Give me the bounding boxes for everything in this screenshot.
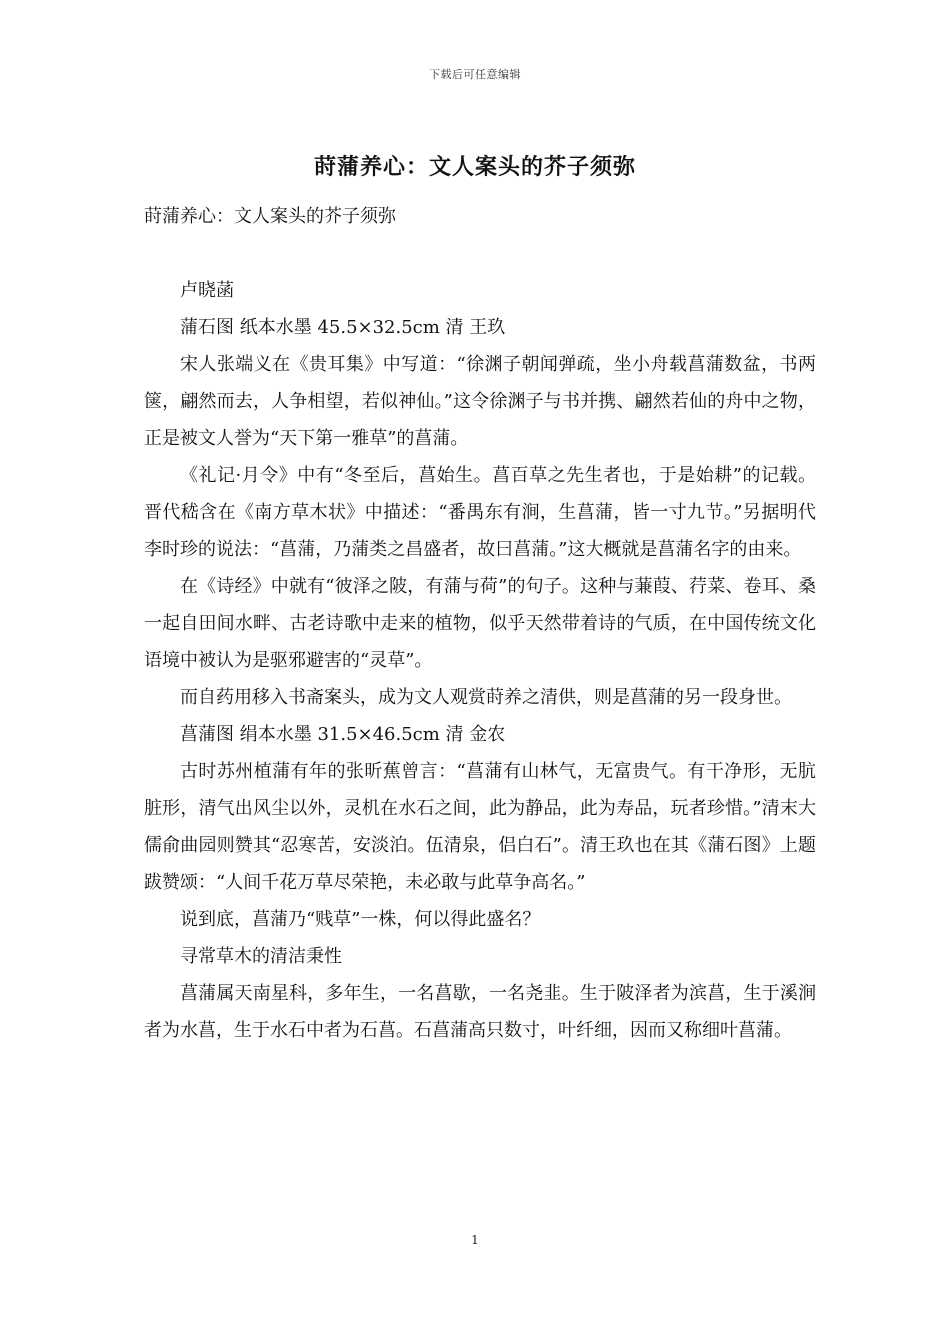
paragraph: 宋人张端义在《贵耳集》中写道：“徐渊子朝闻弹疏，坐小舟载菖蒲数盆，书两箧，翩然而去，人争相望，若似神仙。”这令徐渊子与书并携、翩然若仙的舟中之物，正是被文人誉为“天下第一雅草”的菖蒲。 — [144, 354, 816, 449]
page-number: 1 — [471, 1233, 479, 1247]
paragraph: 古时苏州植蒲有年的张昕蕉曾言：“菖蒲有山林气，无富贵气。有干净形，无肮脏形，清气出风尘以外，灵机在水石之间，此为静品，此为寿品，玩者珍惜。”清末大儒俞曲园则赞其“忍寒苦，安淡泊。伍清泉，侣白石”。清王玖也在其《蒲石图》上题跋赞颂：“人间千花万草尽荣艳，未必敢与此草争高名。” — [144, 761, 816, 893]
document-body — [144, 198, 816, 1049]
paragraph: 《礼记·月令》中有“冬至后，菖始生。菖百草之先生者也，于是始耕”的记载。晋代嵇含在《南方草木状》中描述：“番禺东有涧，生菖蒲，皆一寸九节。”另据明代李时珍的说法：“菖蒲，乃蒲类之昌盛者，故曰菖蒲。”这大概就是菖蒲名字的由来。 — [144, 465, 816, 560]
author-line: 卢晓菡 — [180, 280, 234, 301]
paragraph: 而自药用移入书斋案头，成为文人观赏莳养之清供，则是菖蒲的另一段身世。 — [180, 687, 792, 708]
paragraph: 在《诗经》中就有“彼泽之陂，有蒲与荷”的句子。这种与蒹葭、荇菜、卷耳、桑一起自田间水畔、古老诗歌中走来的植物，似乎天然带着诗的气质，在中国传统文化语境中被认为是驱邪避害的“灵草”。 — [144, 576, 816, 671]
document-title: 莳蒲养心：文人案头的芥子须弥 — [313, 154, 636, 180]
document-subtitle: 莳蒲养心：文人案头的芥子须弥 — [144, 206, 396, 227]
image-caption: 蒲石图 纸本水墨 45.5×32.5cm 清 王玖 — [180, 317, 506, 338]
image-caption: 菖蒲图 绢本水墨 31.5×46.5cm 清 金农 — [180, 724, 506, 745]
paragraph: 菖蒲属天南星科，多年生，一名菖歇，一名尧韭。生于陂泽者为滨菖，生于溪涧者为水菖，生于水石中者为石菖。石菖蒲高只数寸，叶纤细，因而又称细叶菖蒲。 — [144, 983, 816, 1041]
blank-line — [144, 235, 816, 272]
paragraph: 说到底，菖蒲乃“贱草”一株，何以得此盛名？ — [180, 909, 541, 930]
page-header-note: 下载后可任意编辑 — [429, 68, 521, 81]
section-heading: 寻常草木的清洁秉性 — [180, 946, 342, 967]
